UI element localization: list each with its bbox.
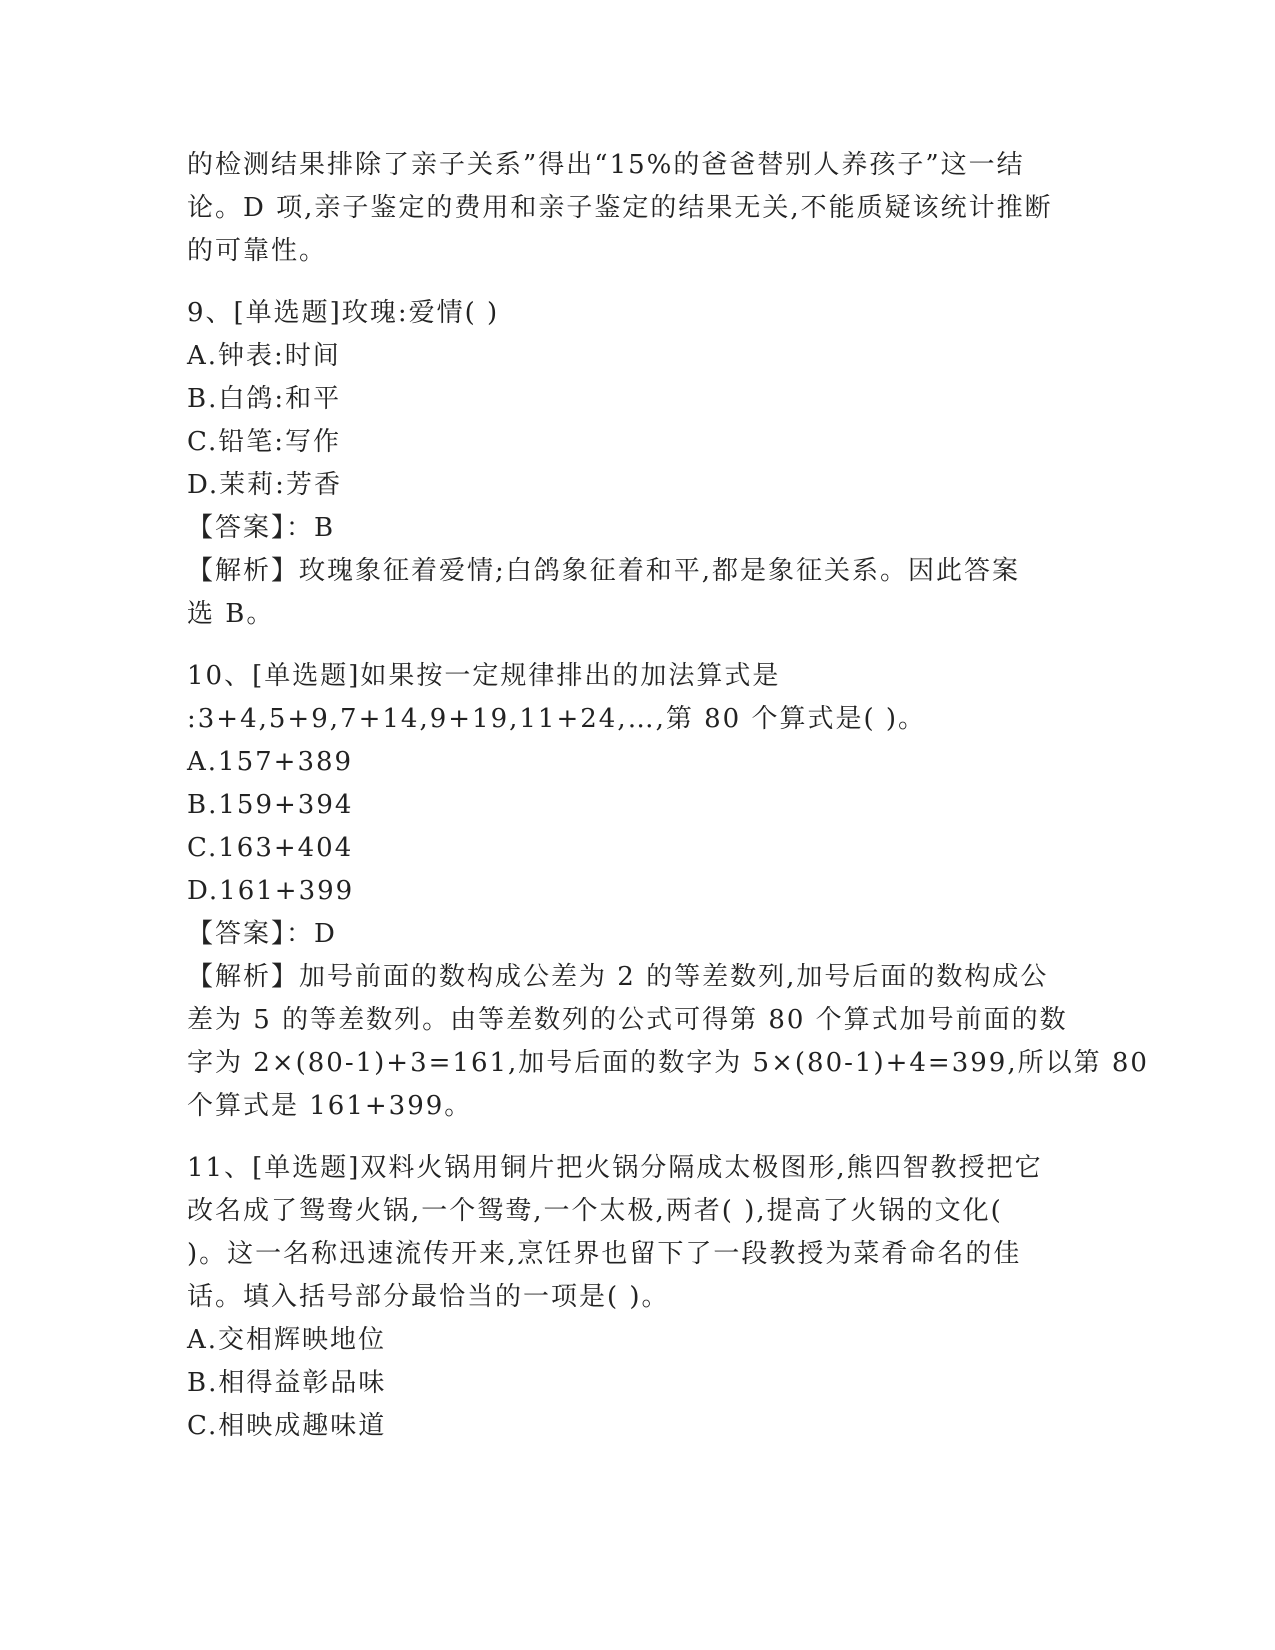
question-text: :3+4,5+9,7+14,9+19,11+24,…,第 80 个算式是( )。 (187, 704, 927, 734)
option-a: A.157+389 (187, 747, 354, 777)
option-d: D.茉莉:芳香 (187, 470, 342, 500)
text-line: 论。D 项,亲子鉴定的费用和亲子鉴定的结果无关,不能质疑该统计推断 (187, 193, 1053, 223)
question-11 (187, 1147, 1087, 1448)
analysis-line: 个算式是 161+399。 (187, 1091, 473, 1121)
option-a: A.交相辉映地位 (187, 1325, 387, 1355)
question-9 (187, 292, 1087, 636)
option-c: C.相映成趣味道 (187, 1411, 387, 1441)
answer: 【答案】：B (187, 513, 336, 543)
analysis-line: 【解析】玫瑰象征着爱情;白鸽象征着和平,都是象征关系。因此答案 (187, 556, 1021, 586)
analysis-line: 差为 5 的等差数列。由等差数列的公式可得第 80 个算式加号前面的数 (187, 1005, 1068, 1035)
question-text: 话。填入括号部分最恰当的一项是( )。 (187, 1282, 670, 1312)
previous-explanation (187, 144, 1087, 273)
text-line: 的检测结果排除了亲子关系”得出“15%的爸爸替别人养孩子”这一结 (187, 150, 1025, 180)
question-text: 改名成了鸳鸯火锅,一个鸳鸯,一个太极,两者( ),提高了火锅的文化( (187, 1196, 1003, 1226)
answer: 【答案】：D (187, 919, 337, 949)
question-text: 9、[单选题]玫瑰:爱情( ) (187, 298, 500, 328)
question-text: 11、[单选题]双料火锅用铜片把火锅分隔成太极图形,熊四智教授把它 (187, 1153, 1043, 1183)
analysis-line: 选 B。 (187, 599, 275, 629)
analysis-line: 【解析】加号前面的数构成公差为 2 的等差数列,加号后面的数构成公 (187, 962, 1049, 992)
option-a: A.钟表:时间 (187, 341, 341, 371)
document-page (187, 144, 1149, 1448)
option-d: D.161+399 (187, 876, 355, 906)
analysis-line: 字为 2×(80-1)+3=161,加号后面的数字为 5×(80-1)+4=399,所以第 80 (187, 1048, 1149, 1078)
option-c: C.163+404 (187, 833, 354, 863)
option-b: B.相得益彰品味 (187, 1368, 387, 1398)
option-b: B.白鸽:和平 (187, 384, 342, 414)
option-c: C.铅笔:写作 (187, 427, 341, 457)
text-line: 的可靠性。 (187, 236, 328, 266)
question-10 (187, 655, 1149, 1128)
question-text: 10、[单选题]如果按一定规律排出的加法算式是 (187, 661, 781, 691)
option-b: B.159+394 (187, 790, 354, 820)
question-text: )。这一名称迅速流传开来,烹饪界也留下了一段教授为菜肴命名的佳 (187, 1239, 1022, 1269)
